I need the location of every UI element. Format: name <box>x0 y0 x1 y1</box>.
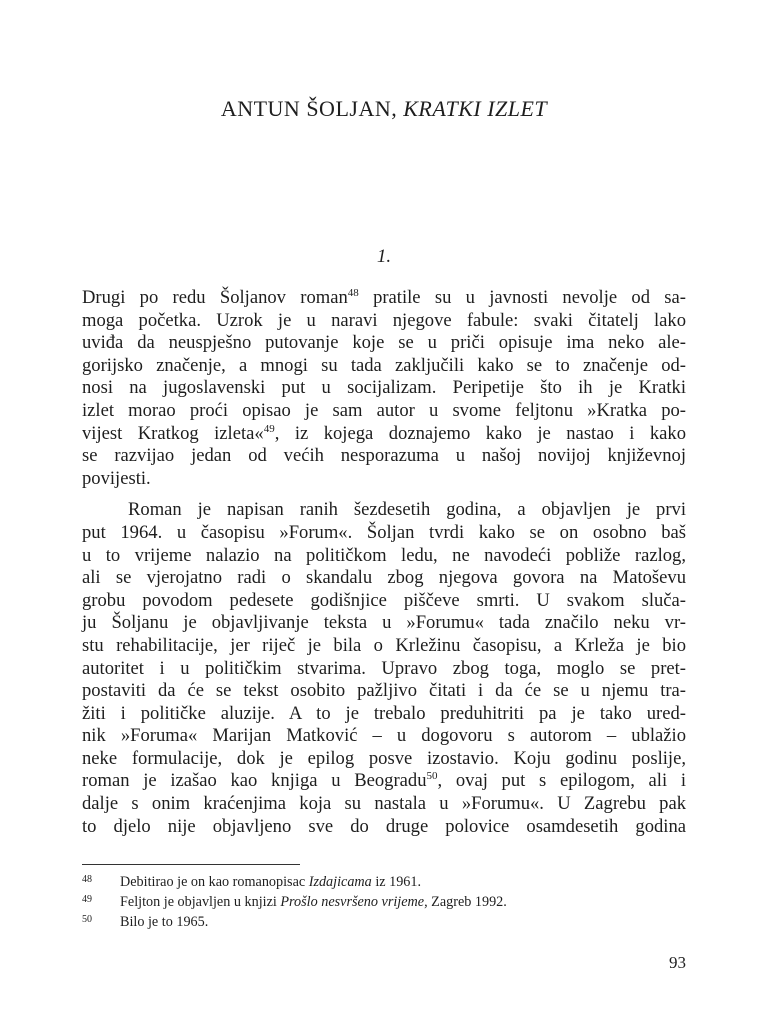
text-line: nik »Foruma« Marijan Matković – u dogovoru s autorom – ublažio <box>82 725 686 747</box>
text-line: stu rehabilitacije, jer riječ je bila o Krležinu časopisu, a Krleža je bio <box>82 634 686 656</box>
page-number: 93 <box>669 953 686 972</box>
text-line: grobu povodom pedesete godišnjice piščeve smrti. U svakom sluča- <box>82 589 686 611</box>
text-line: povijesti. <box>82 467 151 489</box>
footnote-text: Debitirao je on kao romanopisac Izdajicama iz 1961. <box>120 874 422 890</box>
footnote-50 <box>82 912 686 932</box>
text-line: gorijsko značenje, a mnogi su tada zaključili kako se to značenje od- <box>82 354 686 376</box>
section-number: 1. <box>376 246 392 267</box>
footnote-text: Feljton je objavljen u knjizi Prošlo nesvršeno vrijeme, Zagreb 1992. <box>120 894 507 910</box>
text-line: uviđa da neuspješno putovanje koje se u priči opisuje ima neko ale- <box>82 332 686 354</box>
text-line: nosi na jugoslavenski put u socijalizam. Peripetije što ih je Kratki <box>82 377 686 399</box>
text-line: Roman je napisan ranih šezdesetih godina, a objavljen je prvi <box>128 499 686 521</box>
footnote-ref-48: 48 <box>347 287 359 299</box>
paragraph-2 <box>82 499 686 838</box>
footnote-ref-50: 50 <box>426 770 438 783</box>
text-line: roman je izašao kao knjiga u Beogradu$^{50}$, ovaj put s epilogom, ali i <box>82 770 686 792</box>
footnote-number: 50 <box>82 914 92 925</box>
chapter-work-title: KRATKI IZLET <box>403 96 548 121</box>
text-line: Drugi po redu Šoljanov roman$^{48}$ pratile su u javnosti nevolje od sa- <box>82 287 686 308</box>
text-line: moga početka. Uzrok je u naravi njegove fabule: svaki čitatelj lako <box>82 309 686 331</box>
text-line: u to vrijeme nalazio na političkom ledu, ne navodeći pobliže razlog, <box>82 544 686 566</box>
footnote-text: Bilo je to 1965. <box>120 914 209 930</box>
footnote-ref-49: 49 <box>263 422 275 435</box>
text-line: autoritet i u političkim stvarima. Upravo zbog toga, moglo se pret- <box>82 657 686 679</box>
footnote-49 <box>82 892 686 912</box>
footnotes <box>82 872 686 932</box>
footnote-divider <box>82 864 300 865</box>
footnote-number: 49 <box>82 894 92 905</box>
text-line: dalje s onim kraćenjima koja su nastala u »Forumu«. U Zagrebu pak <box>82 793 686 815</box>
text-line: to djelo nije objavljeno sve do druge polovice osamdesetih godina <box>82 815 686 837</box>
text-line: ju Šoljanu je objavljivanje teksta u »Forumu« tada značilo neku vr- <box>82 612 686 634</box>
text-line: vijest Kratkog izleta«$^{49}$, iz kojega doznajemo kako je nastao i kako <box>82 422 687 444</box>
paragraph-1 <box>82 287 686 490</box>
chapter-author: ANTUN ŠOLJAN, <box>220 96 398 121</box>
footnote-number: 48 <box>82 874 92 885</box>
chapter-title <box>0 96 768 122</box>
text-line: žiti i političke aluzije. A to je trebalo preduhitriti pa je tako ured- <box>82 702 686 724</box>
body-text <box>82 287 686 838</box>
footnote-48 <box>82 872 686 892</box>
text-line: se razvijao jedan od većih nesporazuma u našoj novijoj književnoj <box>82 445 686 467</box>
text-line: postaviti da će se tekst osobito pažljivo čitati i da će se u njemu tra- <box>82 680 686 702</box>
text-line: izlet morao proći opisao je sam autor u svome feljtonu »Kratka po- <box>82 399 686 421</box>
text-line: put 1964. u časopisu »Forum«. Šoljan tvrdi kako se on osobno baš <box>82 521 686 543</box>
text-line: neke formulacije, dok je epilog posve izostavio. Koju godinu poslije, <box>82 747 686 769</box>
text-line: ali se vjerojatno radi o skandalu zbog njegova govora na Matoševu <box>82 567 686 589</box>
